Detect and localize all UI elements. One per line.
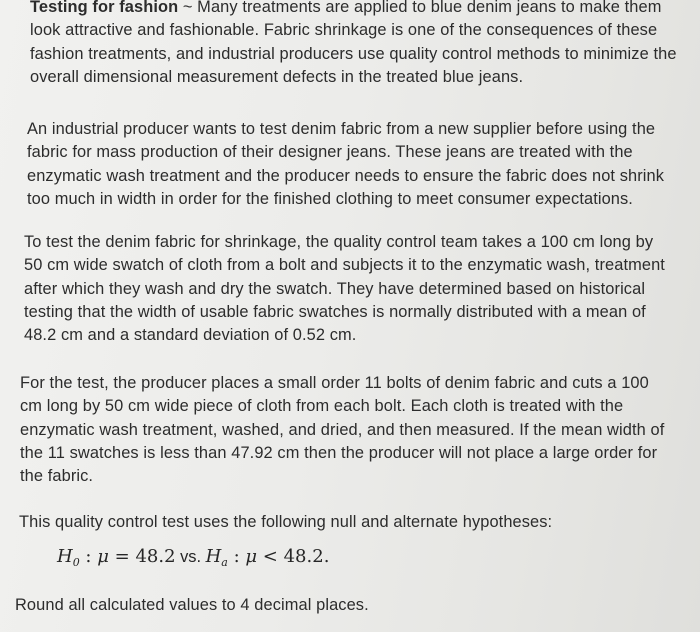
null-symbol: H — [57, 546, 73, 567]
alt-value: 48.2. — [283, 546, 330, 567]
null-colon: : — [79, 546, 98, 567]
intro-text: Many treatments are applied to blue denim jeans to make them look attractive and fashionable. Fabric shrinkage is one of the consequences of these fashion treatments, and industrial producers use quality control methods to minimize the overall dimensional measurement defects in the treated blue jeans. — [30, 0, 677, 86]
alt-mu: μ — [245, 546, 258, 567]
hypotheses-formula — [57, 544, 329, 575]
versus-label: vs. — [175, 548, 206, 566]
null-subscript: 0 — [72, 556, 80, 569]
alternate-hypothesis — [206, 546, 330, 567]
intro-paragraph — [30, 0, 695, 89]
alt-relation: < — [257, 546, 284, 567]
null-relation: = — [108, 546, 136, 567]
alt-colon: : — [227, 546, 246, 567]
hypotheses-intro: This quality control test uses the following null and alternate hypotheses: — [19, 513, 553, 531]
null-value: 48.2 — [135, 546, 176, 567]
rounding-instruction: Round all calculated values to 4 decimal places. — [15, 596, 369, 614]
alt-subscript: a — [221, 556, 228, 569]
producer-paragraph: An industrial producer wants to test denim fabric from a new supplier before using the fabric for mass production of their designer jeans. These jeans are treated with the enzymatic wash treatment and the producer needs to ensure the fabric does not shrink too much in width in order for the finished clothing to meet consumer expectations. — [27, 120, 665, 208]
null-mu: μ — [97, 546, 109, 567]
null-hypothesis — [57, 546, 176, 567]
sample-order-paragraph: For the test, the producer places a small order 11 bolts of denim fabric and cuts a 100 cm long by 50 cm wide piece of cloth from each bolt. Each cloth is treated with the enzymatic wash treatment, washed, and dried, and then measured. If the mean width of the 11 swatches is less than 47.92 cm then the producer will not place a large order for the fabric. — [20, 374, 665, 486]
shrinkage-test-paragraph: To test the denim fabric for shrinkage, the quality control team takes a 100 cm long by 50 cm wide swatch of cloth from a bolt and subjects it to the enzymatic wash, treatment after which they wash and dry the swatch. They have determined based on historical testing that the width of usable fabric swatches is normally distributed with a mean of 48.2 cm and a standard deviation of 0.52 cm. — [24, 233, 665, 345]
alt-symbol: H — [205, 546, 222, 567]
heading-dash: ~ — [182, 0, 193, 16]
section-heading: Testing for fashion — [30, 0, 179, 16]
